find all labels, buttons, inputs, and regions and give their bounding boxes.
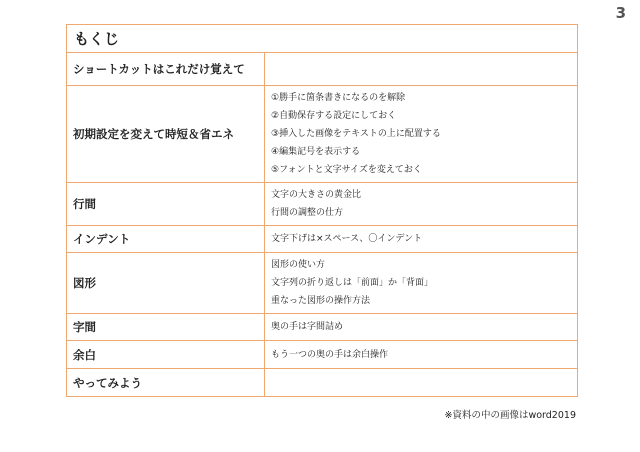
toc-section-shapes: 図形 xyxy=(67,253,265,314)
toc-section-initial-settings: 初期設定を変えて時短＆省エネ xyxy=(67,86,265,183)
toc-detail-item: ⑤フォントと文字サイズを変えておく xyxy=(271,165,422,175)
toc-title: もくじ xyxy=(67,25,578,53)
toc-detail-item: ③挿入した画像をテキストの上に配置する xyxy=(271,129,441,139)
toc-detail-item: ①勝手に箇条書きになるのを解除 xyxy=(271,93,406,103)
toc-row xyxy=(67,226,578,253)
toc-section-indent: インデント xyxy=(67,226,265,253)
toc-details xyxy=(265,86,578,183)
toc-details xyxy=(265,341,578,369)
toc-section-try-it: やってみよう xyxy=(67,369,265,397)
toc-section-margins: 余白 xyxy=(67,341,265,369)
toc-detail-item: 文字の大きさの黄金比 xyxy=(271,190,362,200)
toc-section-line-spacing: 行間 xyxy=(67,183,265,226)
toc-row xyxy=(67,369,578,397)
toc-details xyxy=(265,183,578,226)
toc-detail-item: 行間の調整の仕方 xyxy=(271,208,344,218)
toc-detail-item: 重なった図形の操作方法 xyxy=(271,296,371,306)
toc-detail-item: もう一つの奥の手は余白操作 xyxy=(271,349,389,360)
toc-details xyxy=(265,253,578,314)
table-of-contents xyxy=(66,24,578,397)
toc-details xyxy=(265,53,578,86)
toc-detail-item: 図形の使い方 xyxy=(271,260,326,270)
toc-row xyxy=(67,253,578,314)
toc-details xyxy=(265,226,578,253)
toc-section-character-spacing: 字間 xyxy=(67,314,265,341)
toc-row xyxy=(67,53,578,86)
toc-row xyxy=(67,86,578,183)
toc-detail-item: ②自動保存する設定にしておく xyxy=(271,111,397,121)
toc-detail-item: 奥の手は字間詰め xyxy=(271,322,344,332)
footnote: ※資料の中の画像はword2019 xyxy=(444,410,576,421)
toc-title-row xyxy=(67,25,578,53)
toc-row xyxy=(67,314,578,341)
toc-section-shortcuts: ショートカットはこれだけ覚えて xyxy=(67,53,265,86)
toc-details xyxy=(265,369,578,397)
toc-detail-item: 文字列の折り返しは「前面」か「背面」 xyxy=(271,278,434,288)
toc-detail-item: ④編集記号を表示する xyxy=(271,147,361,157)
toc-row xyxy=(67,341,578,369)
toc-row xyxy=(67,183,578,226)
toc-details xyxy=(265,314,578,341)
toc-detail-item: 文字下げは×スペース、〇インデント xyxy=(271,234,423,244)
page-number: 3 xyxy=(615,4,626,22)
